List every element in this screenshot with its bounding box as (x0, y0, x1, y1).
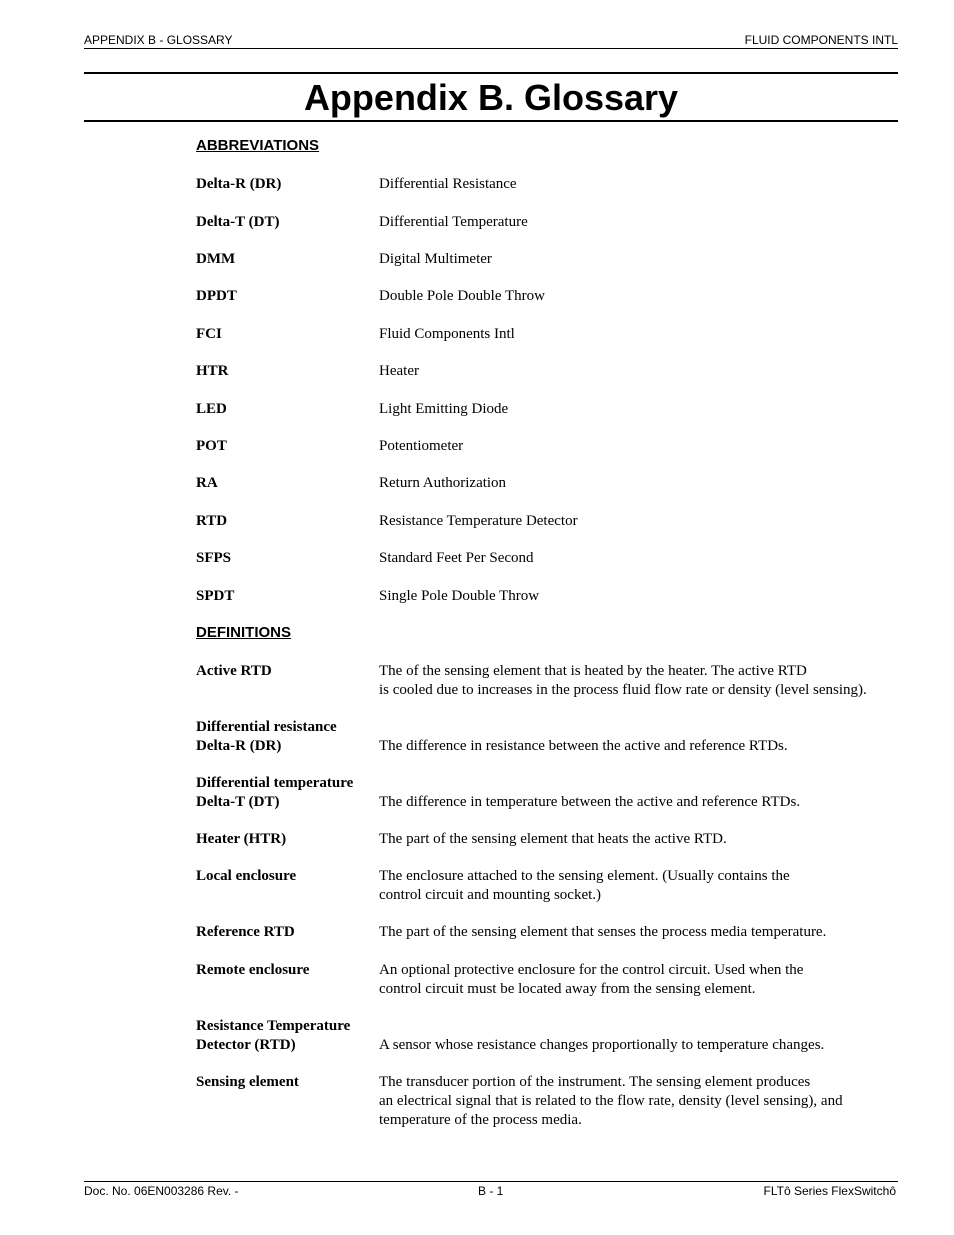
page-title: Appendix B. Glossary (303, 77, 679, 118)
title-rule-bottom (84, 120, 898, 122)
abbreviation-term: RA (196, 475, 218, 491)
definition-term: Reference RTD (196, 924, 295, 940)
running-header-left: APPENDIX B - GLOSSARY (84, 33, 233, 47)
definition-term: Remote enclosure (196, 962, 310, 978)
abbreviation-desc: Standard Feet Per Second (379, 550, 534, 566)
definition-desc: The of the sensing element that is heated by the heater. The active RTD is cooled due to increases in the process fluid flow rate or density (level sensing). (379, 663, 867, 698)
abbreviation-term: SFPS (196, 550, 232, 566)
abbreviation-term: RTD (196, 513, 228, 529)
abbreviation-term: HTR (196, 363, 229, 379)
definition-term: Differential resistance Delta-R (DR) (196, 719, 337, 754)
abbreviation-term: FCI (196, 326, 222, 342)
definition-desc: A sensor whose resistance changes proportionally to temperature changes. (379, 1037, 825, 1053)
definition-desc: The difference in resistance between the active and reference RTDs. (379, 738, 788, 754)
abbreviation-desc: Differential Resistance (379, 176, 517, 192)
definition-term: Sensing element (196, 1074, 299, 1090)
abbreviation-term: SPDT (196, 588, 235, 604)
footer-product-name: FLTô Series FlexSwitchô (763, 1184, 896, 1198)
abbreviation-term: Delta-T (DT) (196, 214, 280, 230)
abbreviation-desc: Single Pole Double Throw (379, 588, 540, 604)
abbreviation-desc: Potentiometer (379, 438, 464, 454)
abbreviation-desc: Light Emitting Diode (379, 401, 509, 417)
abbreviation-desc: Differential Temperature (379, 214, 528, 230)
definition-term: Heater (HTR) (196, 831, 287, 847)
abbreviation-term: LED (196, 401, 227, 417)
header-rule (84, 48, 898, 49)
abbreviation-term: DMM (196, 251, 236, 267)
definition-term: Resistance Temperature Detector (RTD) (196, 1018, 351, 1053)
abbreviation-desc: Resistance Temperature Detector (379, 513, 578, 529)
abbreviation-desc: Heater (379, 363, 419, 379)
abbreviation-desc: Fluid Components Intl (379, 326, 515, 342)
running-header-right: FLUID COMPONENTS INTL (744, 33, 898, 47)
definitions-heading: DEFINITIONS (196, 624, 292, 641)
abbreviation-term: DPDT (196, 288, 237, 304)
abbreviations-heading: ABBREVIATIONS (196, 137, 320, 154)
definition-desc: The part of the sensing element that senses the process media temperature. (379, 924, 827, 940)
definition-desc: The part of the sensing element that heats the active RTD. (379, 831, 727, 847)
definition-desc: The enclosure attached to the sensing element. (Usually contains the control circuit and mounting socket.) (379, 868, 790, 903)
abbreviation-desc: Return Authorization (379, 475, 507, 491)
definition-term: Active RTD (196, 663, 272, 679)
abbreviation-term: POT (196, 438, 227, 454)
definition-desc: The transducer portion of the instrument. The sensing element produces an electrical signal that is related to the flow rate, density (level sensing), and temperature of the process media. (379, 1074, 843, 1128)
abbreviation-desc: Double Pole Double Throw (379, 288, 545, 304)
footer-page-number: B - 1 (478, 1184, 504, 1198)
definition-term: Local enclosure (196, 868, 297, 884)
footer-rule (84, 1181, 898, 1182)
definition-desc: The difference in temperature between the active and reference RTDs. (379, 794, 801, 810)
title-rule-top (84, 72, 898, 74)
abbreviation-desc: Digital Multimeter (379, 251, 492, 267)
definition-term: Differential temperature Delta-T (DT) (196, 775, 354, 810)
abbreviation-term: Delta-R (DR) (196, 176, 282, 192)
footer-doc-number: Doc. No. 06EN003286 Rev. - (84, 1184, 239, 1198)
definition-desc: An optional protective enclosure for the control circuit. Used when the control circuit must be located away from the sensing element. (379, 962, 804, 997)
